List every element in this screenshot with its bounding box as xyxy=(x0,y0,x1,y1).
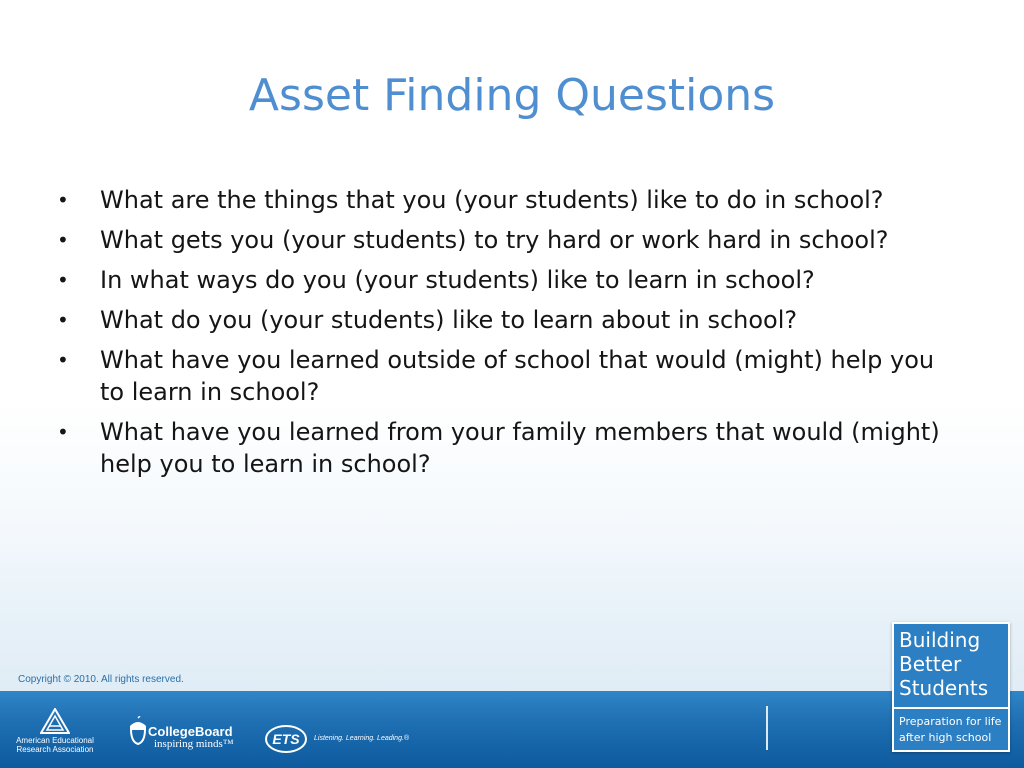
bullet-dot-icon: • xyxy=(57,348,69,372)
aera-name: American Educational Research Association xyxy=(16,736,94,754)
bullet-list xyxy=(57,184,957,488)
ets-tagline: Listening. Learning. Leading.® xyxy=(314,735,410,742)
bullet-item xyxy=(57,264,957,296)
collegeboard-tagline: inspiring minds™ xyxy=(154,738,234,750)
bullet-item xyxy=(57,304,957,336)
bullet-dot-icon: • xyxy=(57,228,69,252)
bullet-dot-icon: • xyxy=(57,268,69,292)
badge-divider xyxy=(894,707,1008,709)
ets-name: ETS xyxy=(272,731,300,747)
bullet-item xyxy=(57,344,957,408)
bullet-text: In what ways do you (your students) like to learn in school? xyxy=(100,266,815,294)
aera-logo xyxy=(12,708,98,760)
aera-triangle-icon xyxy=(40,708,70,734)
slide-title: Asset Finding Questions xyxy=(248,70,776,121)
bullet-item xyxy=(57,184,957,216)
footer-divider xyxy=(766,706,768,750)
bullet-dot-icon: • xyxy=(57,420,69,444)
bullet-text: What have you learned from your family members that would (might) help you to learn in school? xyxy=(100,418,940,478)
badge-subtitle: Preparation for life after high school xyxy=(899,715,1002,744)
badge-title: Building Better Students xyxy=(899,628,989,700)
bullet-dot-icon: • xyxy=(57,308,69,332)
building-better-students-badge xyxy=(892,622,1010,752)
acorn-icon xyxy=(126,716,150,746)
copyright-notice: Copyright © 2010. All rights reserved. xyxy=(18,674,184,685)
ets-logo-icon xyxy=(264,724,308,754)
bullet-text: What have you learned outside of school that would (might) help you to learn in school? xyxy=(100,346,935,406)
collegeboard-logo xyxy=(126,716,234,751)
bullet-dot-icon: • xyxy=(57,188,69,212)
bullet-item xyxy=(57,224,957,256)
bullet-text: What do you (your students) like to learn about in school? xyxy=(100,306,798,334)
bullet-item xyxy=(57,416,957,480)
collegeboard-name: CollegeBoard xyxy=(148,724,233,739)
bullet-text: What gets you (your students) to try hard or work hard in school? xyxy=(100,226,889,254)
bullet-text: What are the things that you (your students) like to do in school? xyxy=(100,186,884,214)
